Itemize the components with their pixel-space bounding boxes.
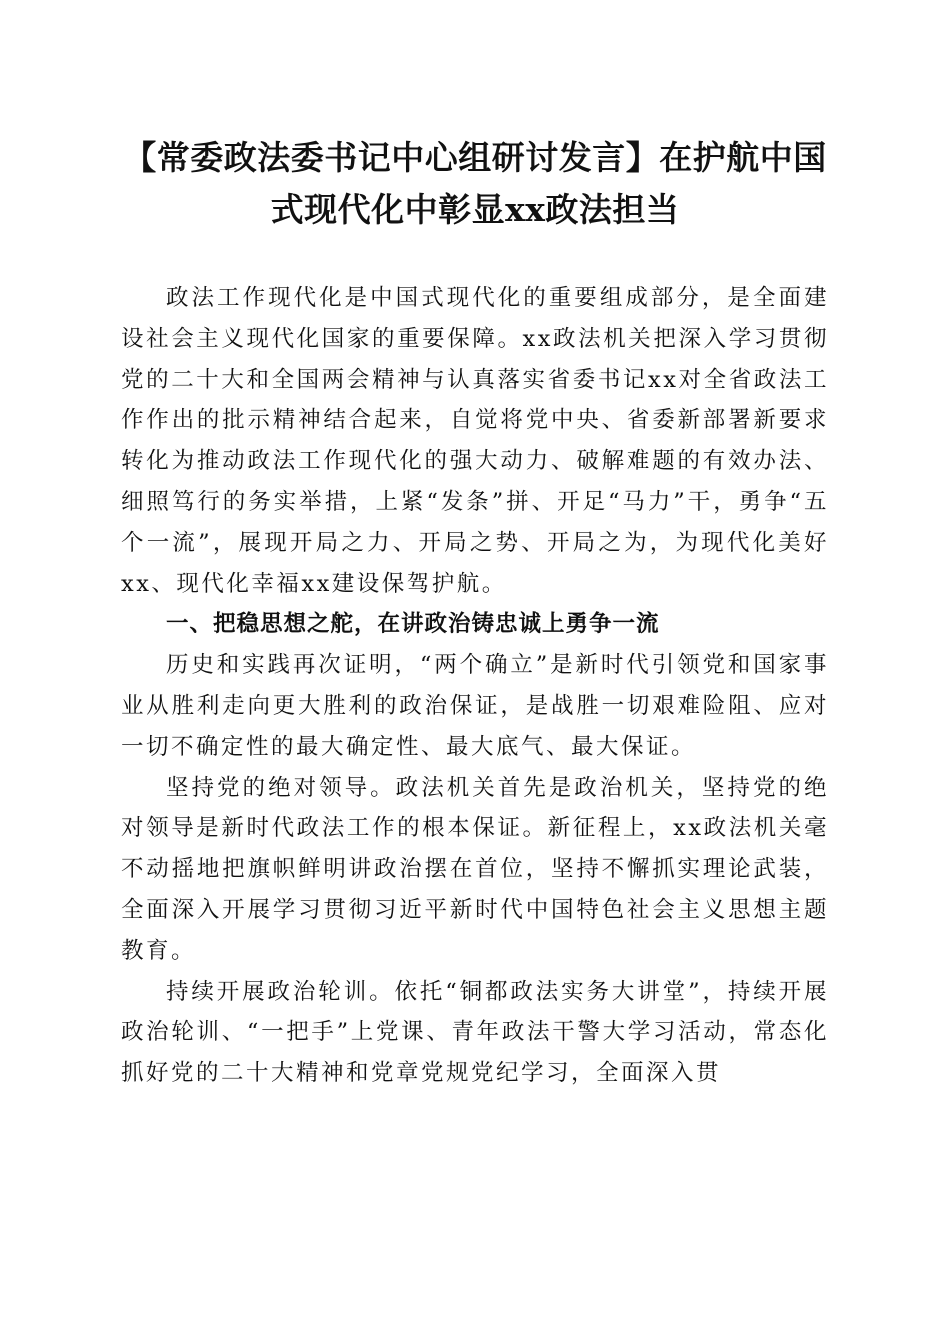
section-paragraph: 坚持党的绝对领导。政法机关首先是政治机关，坚持党的绝对领导是新时代政法工作的根本保证。新征程上，xx政法机关毫不动摇地把旗帜鲜明讲政治摆在首位，坚持不懈抓实理论武装，全面深入开展学习贯彻习近平新时代中国特色社会主义思想主题教育。 — [121, 774, 829, 964]
document-body — [121, 278, 829, 1094]
section-paragraph: 持续开展政治轮训。依托“铜都政法实务大讲堂”，持续开展政治轮训、“一把手”上党课、青年政法干警大学习活动，常态化抓好党的二十大精神和党章党规党纪学习，全面深入贯 — [121, 978, 829, 1087]
document-title: 【常委政法委书记中心组研讨发言】在护航中国式现代化中彰显xx政法担当 — [123, 138, 827, 229]
section-heading: 一、把稳思想之舵，在讲政治铸忠诚上勇争一流 — [166, 611, 660, 638]
intro-paragraph: 政法工作现代化是中国式现代化的重要组成部分，是全面建设社会主义现代化国家的重要保障。xx政法机关把深入学习贯彻党的二十大和全国两会精神与认真落实省委书记xx对全省政法工作作出的批示精神结合起来，自觉将党中央、省委新部署新要求转化为推动政法工作现代化的强大动力、破解难题的有效办法、细照笃行的务实举措，上紧“发条”拼、开足“马力”干，勇争“五个一流”，展现开局之力、开局之势、开局之为，为现代化美好xx、现代化幸福xx建设保驾护航。 — [121, 285, 829, 597]
section-paragraph: 历史和实践再次证明，“两个确立”是新时代引领党和国家事业从胜利走向更大胜利的政治保证，是战胜一切艰难险阻、应对一切不确定性的最大确定性、最大底气、最大保证。 — [121, 652, 829, 760]
